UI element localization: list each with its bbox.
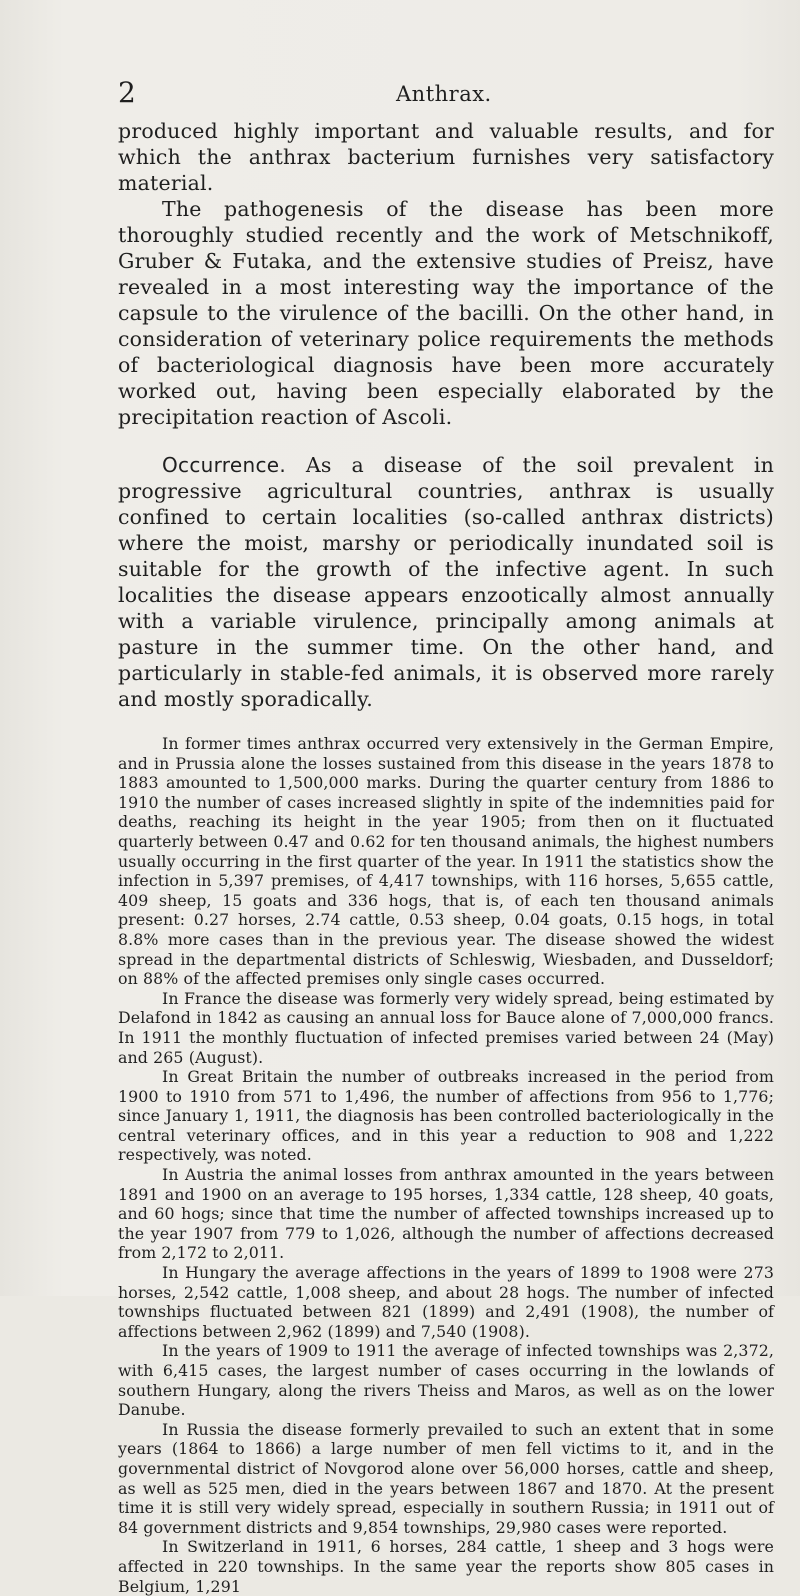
intro-paragraph-2: The pathogenesis of the disease has been more thoroughly studied recently and the work of Metschnikoff, Gruber & Futaka, and the extensive studies of Preisz, have revealed in a most interesting way the importance of the capsule to the virulence of the bacilli. On the other hand, in consideration of veterinary police requirements the methods of bacteriological diagnosis have been more accurately worked out, having been especially elaborated by the precipitation reaction of Ascoli. bbox=[118, 197, 774, 429]
paragraph-great-britain: In Great Britain the number of outbreaks increased in the period from 1900 to 1910 from 571 to 1,496, the number of affections from 956 to 1,776; since January 1, 1911, the diagnosis has been controlled bacteriologically in the central veterinary offices, and in this year a reduction to 908 and 1,222 respectively, was noted. bbox=[118, 1067, 774, 1165]
occurrence-paragraph bbox=[118, 452, 774, 712]
statistics-section bbox=[118, 734, 774, 1596]
occurrence-text: As a disease of the soil prevalent in progressive agricultural countries, anthrax is usually confined to certain localities (so-called anthrax districts) where the moist, marshy or periodically inundated soil is suitable for the growth of the infective agent. In such localities the disease appears enzootically almost annually with a variable virulence, principally among animals at pasture in the summer time. On the other hand, and particularly in stable-fed animals, it is observed more rarely and mostly sporadically. bbox=[118, 453, 774, 711]
paragraph-hungary-1909: In the years of 1909 to 1911 the average of infected townships was 2,372, with 6,415 cases, the largest number of cases occurring in the lowlands of southern Hungary, along the rivers Theiss and Maros, as well as on the lower Danube. bbox=[118, 1341, 774, 1420]
page-header bbox=[118, 78, 778, 114]
body-text bbox=[118, 118, 774, 1596]
section-heading: Occurrence. bbox=[162, 453, 287, 477]
paragraph-france: In France the disease was formerly very widely spread, being estimated by Delafond in 1842 as causing an annual loss for Bauce alone of 7,000,000 francs. In 1911 the monthly fluctuation of infected premises varied between 24 (May) and 265 (August). bbox=[118, 988, 774, 1067]
paragraph-hungary: In Hungary the average affections in the years of 1899 to 1908 were 273 horses, 2,542 cattle, 1,008 sheep, and about 28 hogs. The number of infected townships fluctuated between 821 (1899) and 2,491 (1908), the number of affections between 2,962 (1899) and 7,540 (1908). bbox=[118, 1263, 774, 1341]
paragraph-russia: In Russia the disease formerly prevailed to such an extent that in some years (1864 to 1866) a large number of men fell victims to it, and in the governmental district of Novgorod alone over 56,000 horses, cattle and sheep, as well as 525 men, died in the years between 1867 and 1870. At the present time it is still very widely spread, especially in southern Russia; in 1911 out of 84 government districts and 9,854 townships, 29,980 cases were reported. bbox=[118, 1419, 774, 1537]
running-title: Anthrax. bbox=[396, 82, 492, 106]
paragraph-switzerland: In Switzerland in 1911, 6 horses, 284 cattle, 1 sheep and 3 hogs were affected in 220 townships. In the same year the reports show 805 cases in Belgium, 1,291 bbox=[118, 1537, 774, 1596]
paragraph-austria: In Austria the animal losses from anthrax amounted in the years between 1891 and 1900 on an average to 195 horses, 1,334 cattle, 128 sheep, 40 goats, and 60 hogs; since that time the number of affected townships increased up to the year 1907 from 779 to 1,026, although the number of affections decreased from 2,172 to 2,011. bbox=[118, 1165, 774, 1263]
paragraph-germany: In former times anthrax occurred very extensively in the German Empire, and in Prussia alone the losses sustained from this disease in the years 1878 to 1883 amounted to 1,500,000 marks. During the quarter century from 1886 to 1910 the number of cases increased slightly in spite of the indemnities paid for deaths, reaching its height in the year 1905; from then on it fluctuated quarterly between 0.47 and 0.62 for ten thousand animals, the highest numbers usually occurring in the first quarter of the year. In 1911 the statistics show the infection in 5,397 premises, of 4,417 townships, with 116 horses, 5,655 cattle, 409 sheep, 15 goats and 336 hogs, that is, of each ten thousand animals present: 0.27 horses, 2.74 cattle, 0.53 sheep, 0.04 goats, 0.15 hogs, in total 8.8% more cases than in the previous year. The disease showed the widest spread in the departmental districts of Schleswig, Wiesbaden, and Dusseldorf; on 88% of the affected premises only single cases occurred. bbox=[118, 734, 774, 989]
occurrence-section bbox=[118, 452, 774, 712]
page-number: 2 bbox=[118, 76, 136, 109]
intro-paragraph-1: produced highly important and valuable results, and for which the anthrax bacterium furnishes very satisfactory material. bbox=[118, 119, 774, 195]
intro-section bbox=[118, 118, 774, 430]
